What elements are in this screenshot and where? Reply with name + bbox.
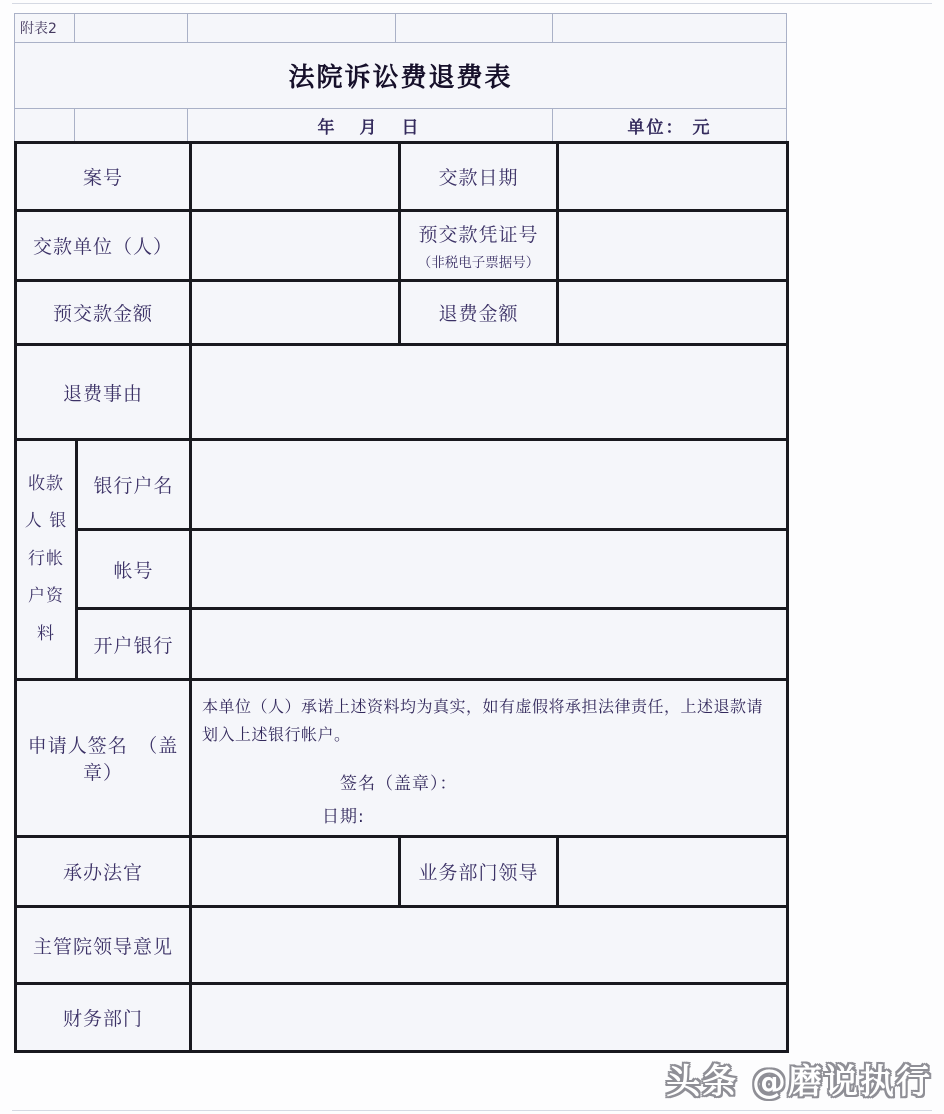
voucher-number-label-note: （非税电子票据号） — [417, 255, 540, 271]
date-line: 年 月 日 — [188, 109, 553, 142]
voucher-number-field[interactable] — [558, 211, 788, 281]
prepaid-amount-label: 预交款金额 — [16, 281, 191, 345]
payer-field[interactable] — [191, 211, 400, 281]
voucher-number-label-main: 预交款凭证号 — [418, 224, 539, 246]
payer-label: 交款单位（人） — [16, 211, 191, 281]
dept-leader-field[interactable] — [558, 837, 788, 907]
finance-dept-field[interactable] — [191, 984, 788, 1052]
payment-date-label: 交款日期 — [400, 143, 558, 211]
refund-amount-field[interactable] — [558, 281, 788, 345]
unit-label: 单位： 元 — [553, 109, 787, 142]
refund-reason-field[interactable] — [191, 345, 788, 440]
bank-holder-field[interactable] — [191, 440, 788, 530]
prepaid-amount-field[interactable] — [191, 281, 400, 345]
judge-field[interactable] — [191, 837, 400, 907]
form-body-table — [14, 141, 789, 1053]
court-leader-opinion-label: 主管院领导意见 — [16, 907, 191, 984]
payment-date-field[interactable] — [558, 143, 788, 211]
court-leader-opinion-field[interactable] — [191, 907, 788, 984]
voucher-number-label — [400, 211, 558, 281]
account-number-field[interactable] — [191, 530, 788, 609]
payee-bank-section-label: 收款人 银行帐户资料 — [16, 440, 77, 680]
dept-leader-label: 业务部门领导 — [400, 837, 558, 907]
attachment-note: 附表2 — [15, 14, 75, 43]
judge-label: 承办法官 — [16, 837, 191, 907]
refund-reason-label: 退费事由 — [16, 345, 191, 440]
page-edge-bottom — [12, 1110, 932, 1111]
declaration-cell[interactable] — [191, 680, 788, 837]
finance-dept-label: 财务部门 — [16, 984, 191, 1052]
page-edge-top — [12, 3, 932, 4]
bank-holder-label: 银行户名 — [77, 440, 191, 530]
header-empty-cell — [75, 109, 188, 142]
applicant-signature-label: 申请人签名 （盖章） — [16, 680, 191, 837]
toutiao-watermark: 头条 @磨说执行 — [666, 1062, 932, 1102]
date-line-label: 日期: — [322, 807, 365, 827]
case-number-label: 案号 — [16, 143, 191, 211]
header-empty-cell — [553, 14, 787, 43]
header-empty-cell — [188, 14, 396, 43]
declaration-text: 本单位（人）承诺上述资料均为真实，如有虚假将承担法律责任，上述退款请划入上述银行帐户。 — [202, 697, 764, 744]
bank-name-field[interactable] — [191, 609, 788, 680]
header-empty-cell — [75, 14, 188, 43]
refund-amount-label: 退费金额 — [400, 281, 558, 345]
header-empty-cell — [15, 109, 75, 142]
account-number-label: 帐号 — [77, 530, 191, 609]
header-empty-cell — [396, 14, 553, 43]
form-header-table — [14, 13, 787, 142]
form-title: 法院诉讼费退费表 — [15, 43, 787, 109]
case-number-field[interactable] — [191, 143, 400, 211]
bank-name-label: 开户银行 — [77, 609, 191, 680]
signature-line-label: 签名（盖章）： — [340, 774, 458, 794]
